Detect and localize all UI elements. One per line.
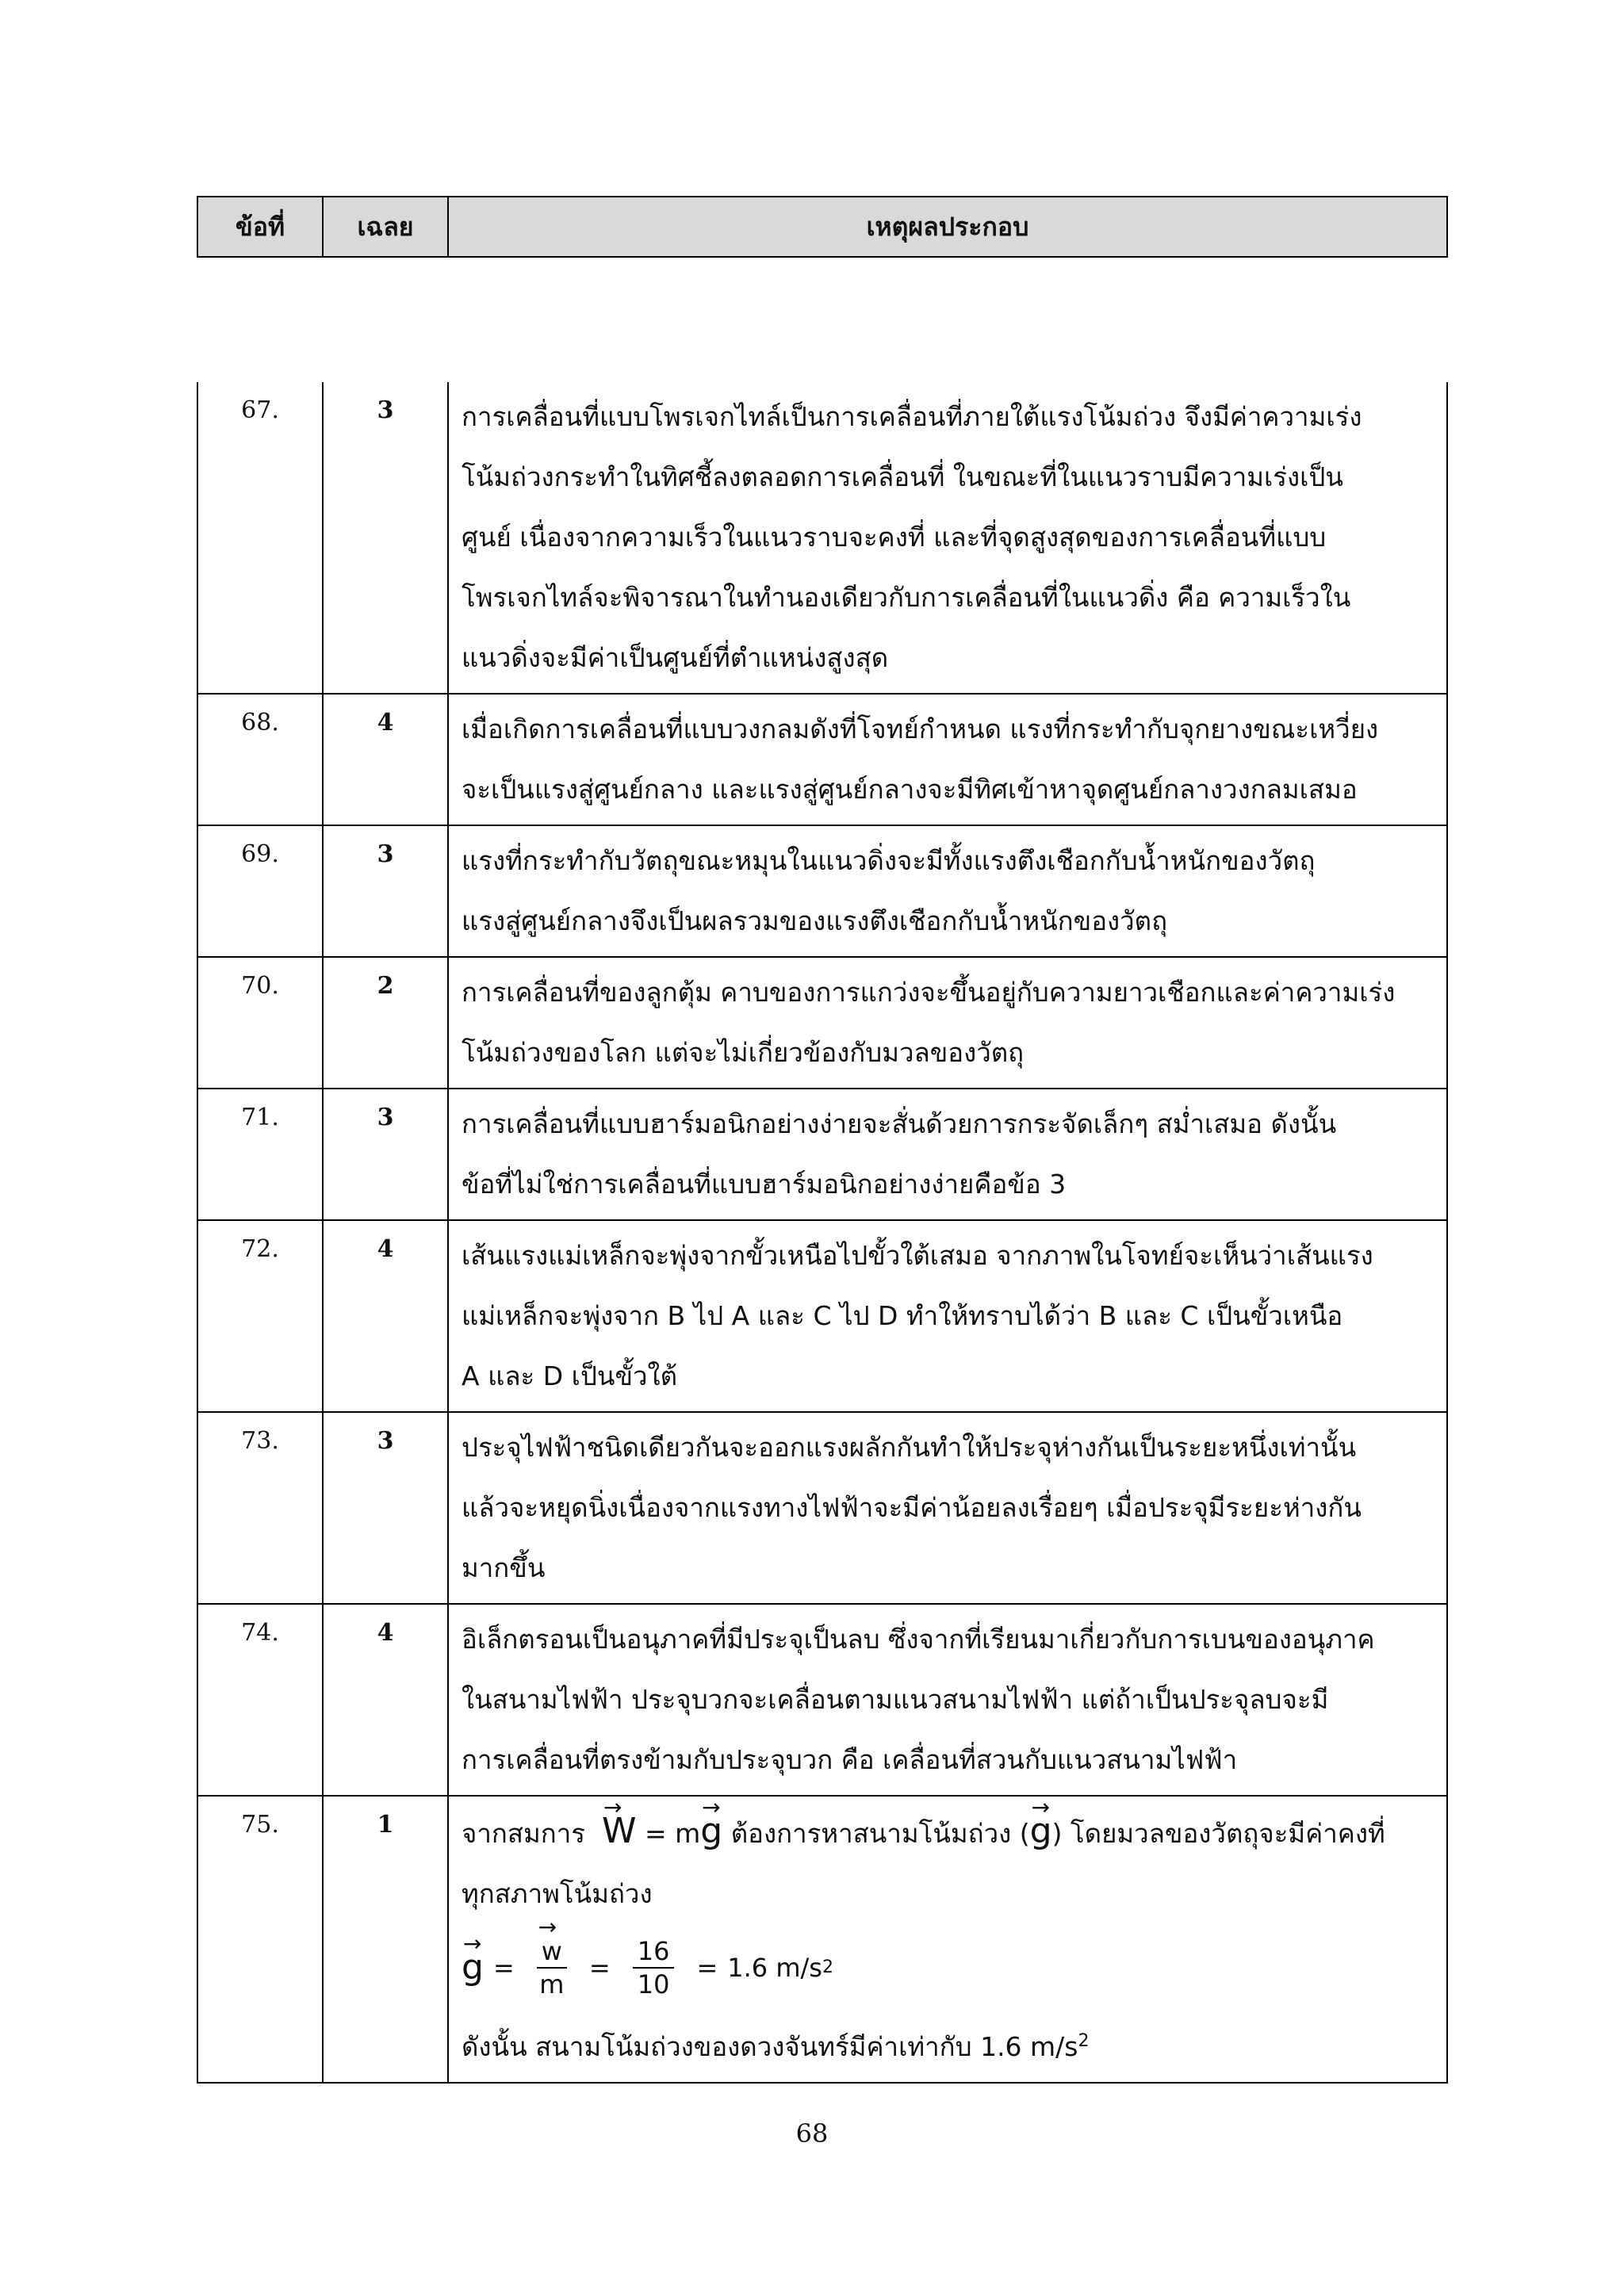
result-value: 1.6 m/s: [727, 1953, 822, 1983]
vector-g: → g: [1030, 1801, 1052, 1862]
exponent: 2: [1078, 2031, 1090, 2051]
table-row: [198, 1219, 1446, 1411]
answer: 4: [324, 1221, 449, 1411]
reason-line: โน้มถ่วงกระทำในทิศชี้ลงตลอดการเคลื่อนที่ ในขณะที่ในแนวราบมีความเร่งเป็น: [462, 461, 1343, 492]
reason-text: ต้องการหาสนามโน้มถ่วง (: [730, 1818, 1030, 1849]
fraction-16-over-10: [633, 1935, 675, 2000]
reason-line: ศูนย์ เนื่องจากความเร็วในแนวราบจะคงที่ และที่จุดสูงสุดของการเคลื่อนที่แบบ: [462, 522, 1327, 553]
question-number: 69.: [198, 826, 324, 956]
exponent: 2: [822, 1957, 833, 1977]
question-number: 72.: [198, 1221, 324, 1411]
reason-line: จะเป็นแรงสู่ศูนย์กลาง และแรงสู่ศูนย์กลางจะมีทิศเข้าหาจุดศูนย์กลางวงกลมเสมอ: [462, 774, 1358, 805]
numerator: 16: [633, 1935, 675, 1969]
reason-line: แม่เหล็กจะพุ่งจาก B ไป A และ C ไป D ทำให้ทราบได้ว่า B และ C เป็นขั้วเหนือ: [462, 1300, 1343, 1331]
reason-line: A และ D เป็นขั้วใต้: [462, 1360, 678, 1391]
formula: [462, 1924, 1435, 2011]
question-number: 74.: [198, 1605, 324, 1795]
question-number: 71.: [198, 1089, 324, 1219]
denominator: m: [539, 1969, 565, 1999]
table-row: [198, 1795, 1446, 2082]
reason-line: โน้มถ่วงของโลก แต่จะไม่เกี่ยวข้องกับมวลของวัตถุ: [462, 1037, 1025, 1068]
answer: 3: [324, 1413, 449, 1603]
reason-text: ดังนั้น สนามโน้มถ่วงของดวงจันทร์มีค่าเท่ากับ 1.6 m/s: [462, 2031, 1078, 2062]
equals-sign: =: [696, 1953, 718, 1983]
reason: [449, 382, 1446, 693]
denominator: 10: [637, 1969, 670, 1999]
question-number: 73.: [198, 1413, 324, 1603]
equals-sign: =: [492, 1953, 515, 1983]
reason-line: ทุกสภาพโน้มถ่วง: [462, 1878, 653, 1909]
reason-line: การเคลื่อนที่ของลูกตุ้ม คาบของการแกว่งจะขึ้นอยู่กับความยาวเชือกและค่าความเร่ง: [462, 977, 1396, 1008]
header-reason: เหตุผลประกอบ: [866, 211, 1029, 242]
vector-g: → g: [462, 1938, 484, 1998]
table-row: [198, 1411, 1446, 1603]
answer: 4: [324, 1605, 449, 1795]
answer: 4: [324, 695, 449, 825]
reason: [449, 1089, 1446, 1219]
vector-W: → W: [602, 1801, 637, 1862]
reason-line: เมื่อเกิดการเคลื่อนที่แบบวงกลมดังที่โจทย์กำหนด แรงที่กระทำกับจุกยางขณะเหวี่ยง: [462, 714, 1379, 744]
reason-line: ประจุไฟฟ้าชนิดเดียวกันจะออกแรงผลักกันทำให้ประจุห่างกันเป็นระยะหนึ่งเท่านั้น: [462, 1432, 1357, 1463]
answer: 2: [324, 958, 449, 1088]
table-row: [198, 382, 1446, 693]
reason-line: การเคลื่อนที่แบบฮาร์มอนิกอย่างง่ายจะสั่นด้วยการกระจัดเล็กๆ สม่ำเสมอ ดังนั้น: [462, 1108, 1337, 1139]
reason: [449, 695, 1446, 825]
reason-line: แล้วจะหยุดนิ่งเนื่องจากแรงทางไฟฟ้าจะมีค่าน้อยลงเรื่อยๆ เมื่อประจุมีระยะห่างกัน: [462, 1492, 1362, 1523]
answer: 3: [324, 1089, 449, 1219]
page-number: 68: [795, 2118, 829, 2149]
reason: [449, 826, 1446, 956]
mass-symbol: m: [675, 1818, 701, 1849]
equals-sign: =: [588, 1953, 611, 1983]
reason-line: [462, 2011, 1435, 2077]
table-header: [197, 196, 1448, 258]
answer: 1: [324, 1797, 449, 2082]
reason-line: แนวดิ่งจะมีค่าเป็นศูนย์ที่ตำแหน่งสูงสุด: [462, 642, 889, 673]
reason-text: จากสมการ: [462, 1818, 585, 1849]
answer-table: [197, 382, 1448, 2084]
question-number: 68.: [198, 695, 324, 825]
table-row: [198, 825, 1446, 956]
reason-line: มากขึ้น: [462, 1552, 546, 1583]
answer: 3: [324, 826, 449, 956]
table-row: [198, 693, 1446, 825]
reason-line: [462, 1801, 1435, 1864]
reason: [449, 958, 1446, 1088]
fraction-w-over-m: [537, 1935, 567, 2000]
reason-line: อิเล็กตรอนเป็นอนุภาคที่มีประจุเป็นลบ ซึ่งจากที่เรียนมาเกี่ยวกับการเบนของอนุภาค: [462, 1624, 1375, 1655]
reason-line: ในสนามไฟฟ้า ประจุบวกจะเคลื่อนตามแนวสนามไฟฟ้า แต่ถ้าเป็นประจุลบจะมี: [462, 1684, 1329, 1715]
reason-line: การเคลื่อนที่ตรงข้ามกับประจุบวก คือ เคลื่อนที่สวนกับแนวสนามไฟฟ้า: [462, 1744, 1238, 1775]
question-number: 67.: [198, 382, 324, 693]
numerator: → w: [537, 1935, 567, 1969]
reason-line: แรงที่กระทำกับวัตถุขณะหมุนในแนวดิ่งจะมีทั้งแรงตึงเชือกกับน้ำหนักของวัตถุ: [462, 845, 1316, 876]
header-question-number: ข้อที่: [198, 197, 324, 256]
answer: 3: [324, 382, 449, 693]
table-row: [198, 1603, 1446, 1795]
header-answer: เฉลย: [324, 197, 449, 256]
reason: [449, 1797, 1446, 2082]
reason-line: โพรเจกไทล์จะพิจารณาในทำนองเดียวกับการเคลื่อนที่ในแนวดิ่ง คือ ความเร็วใน: [462, 582, 1351, 613]
table-row: [198, 1088, 1446, 1219]
reason-line: การเคลื่อนที่แบบโพรเจกไทล์เป็นการเคลื่อนที่ภายใต้แรงโน้มถ่วง จึงมีค่าความเร่ง: [462, 401, 1362, 432]
vector-g: → g: [700, 1801, 722, 1862]
reason-text: ) โดยมวลของวัตถุจะมีค่าคงที่: [1051, 1818, 1385, 1849]
reason: [449, 1413, 1446, 1603]
reason: [449, 1221, 1446, 1411]
table-row: [198, 956, 1446, 1088]
reason-line: ข้อที่ไม่ใช่การเคลื่อนที่แบบฮาร์มอนิกอย่างง่ายคือข้อ 3: [462, 1169, 1067, 1200]
reason-line: แรงสู่ศูนย์กลางจึงเป็นผลรวมของแรงตึงเชือกกับน้ำหนักของวัตถุ: [462, 905, 1168, 936]
question-number: 75.: [198, 1797, 324, 2082]
reason-line: เส้นแรงแม่เหล็กจะพุ่งจากขั้วเหนือไปขั้วใต้เสมอ จากภาพในโจทย์จะเห็นว่าเส้นแรง: [462, 1240, 1373, 1271]
question-number: 70.: [198, 958, 324, 1088]
equals-sign: =: [644, 1818, 667, 1849]
reason: [449, 1605, 1446, 1795]
